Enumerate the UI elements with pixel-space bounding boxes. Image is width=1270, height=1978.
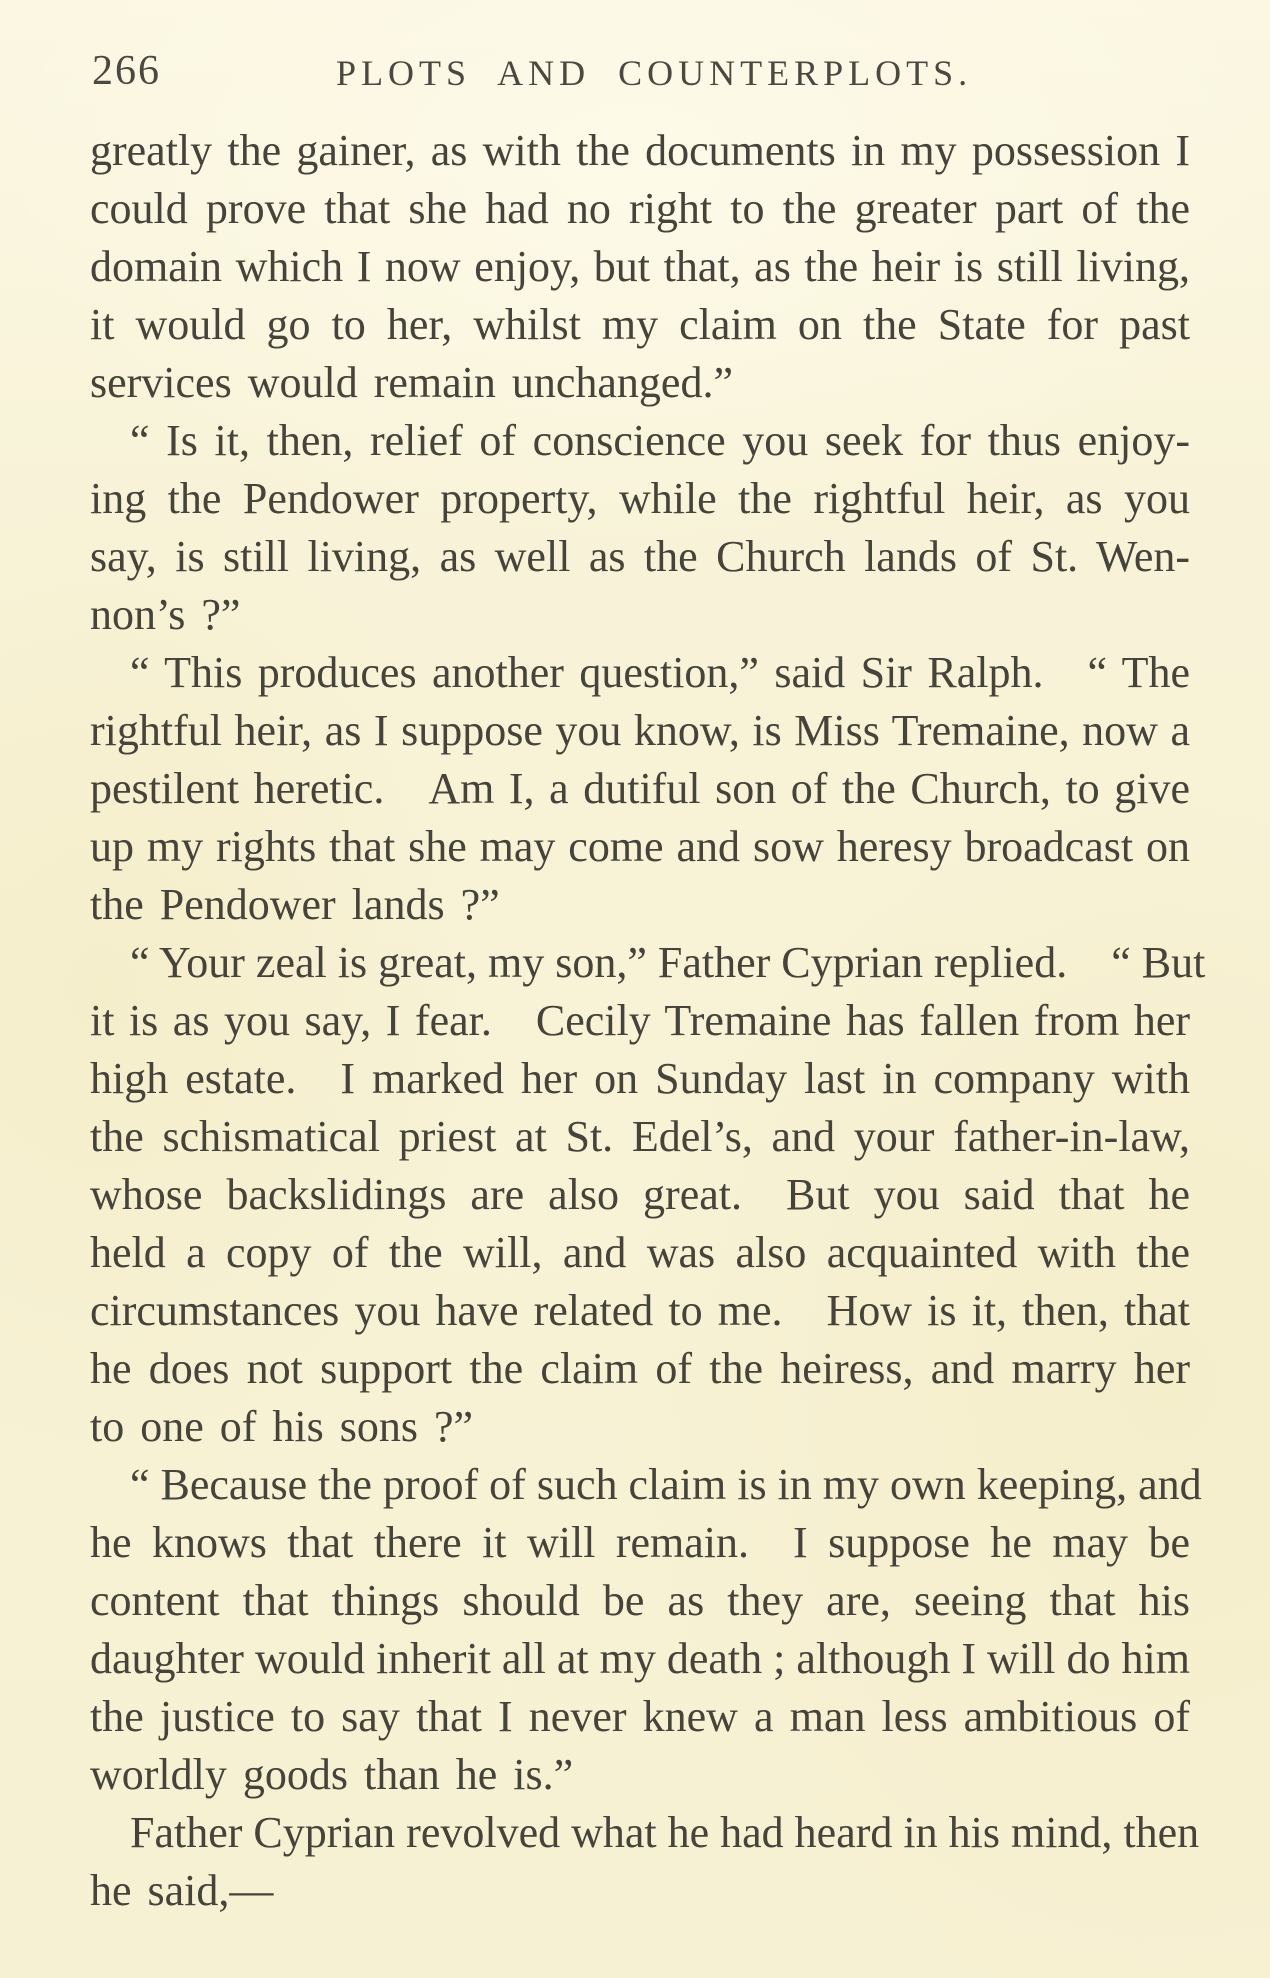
page-header [0, 48, 1270, 98]
text-line: domain which I now enjoy, but that, as the heir is still living, [90, 242, 1190, 291]
text-line: say, is still living, as well as the Church lands of St. Wen- [90, 532, 1190, 581]
text-line: whose backslidings are also great. But you said that he [90, 1170, 1190, 1219]
page-text [90, 122, 1206, 1920]
page-number: 266 [92, 48, 161, 94]
text-line: non’s ?” [90, 590, 241, 639]
text-line: “ This produces another question,” said Sir Ralph. “ The [130, 648, 1190, 697]
text-line: pestilent heretic. Am I, a dutiful son of the Church, to give [90, 764, 1190, 813]
text-line: up my rights that she may come and sow heresy broadcast on [90, 822, 1190, 871]
text-line: services would remain unchanged.” [90, 358, 733, 407]
text-line: daughter would inherit all at my death ; although I will do him [90, 1634, 1190, 1683]
text-line: “ Is it, then, relief of conscience you seek for thus enjoy- [130, 416, 1190, 465]
text-line: he does not support the claim of the heiress, and marry her [90, 1344, 1190, 1393]
paragraph [90, 412, 1190, 644]
paragraph [90, 122, 1190, 412]
paragraph [90, 1804, 1200, 1920]
text-line: could prove that she had no right to the greater part of the [90, 184, 1190, 233]
paragraph [90, 1456, 1202, 1804]
text-line: content that things should be as they are, seeing that his [90, 1576, 1190, 1625]
text-line: the Pendower lands ?” [90, 880, 500, 929]
paragraph [90, 934, 1206, 1456]
text-line: “ Your zeal is great, my son,” Father Cyprian replied. “ But [130, 938, 1206, 987]
text-line: the schismatical priest at St. Edel’s, and your father-in-law, [90, 1112, 1190, 1161]
text-line: ing the Pendower property, while the rightful heir, as you [90, 474, 1190, 523]
text-line: Father Cyprian revolved what he had heard in his mind, then [130, 1808, 1200, 1857]
text-line: he knows that there it will remain. I suppose he may be [90, 1518, 1190, 1567]
text-line: the justice to say that I never knew a man less ambitious of [90, 1692, 1190, 1741]
text-line: worldly goods than he is.” [90, 1750, 574, 1799]
text-line: circumstances you have related to me. How is it, then, that [90, 1286, 1190, 1335]
paragraph [90, 644, 1190, 934]
text-line: held a copy of the will, and was also acquainted with the [90, 1228, 1190, 1277]
text-line: greatly the gainer, as with the documents in my possession I [90, 126, 1190, 175]
text-line: to one of his sons ?” [90, 1402, 474, 1451]
text-line: “ Because the proof of such claim is in my own keeping, and [130, 1460, 1202, 1509]
text-line: it would go to her, whilst my claim on the State for past [90, 300, 1190, 349]
text-line: he said,— [90, 1866, 274, 1915]
text-line: rightful heir, as I suppose you know, is Miss Tremaine, now a [90, 706, 1190, 755]
running-head: PLOTS AND COUNTERPLOTS. [336, 53, 973, 93]
text-line: high estate. I marked her on Sunday last in company with [90, 1054, 1190, 1103]
text-line: it is as you say, I fear. Cecily Tremaine has fallen from her [90, 996, 1190, 1045]
